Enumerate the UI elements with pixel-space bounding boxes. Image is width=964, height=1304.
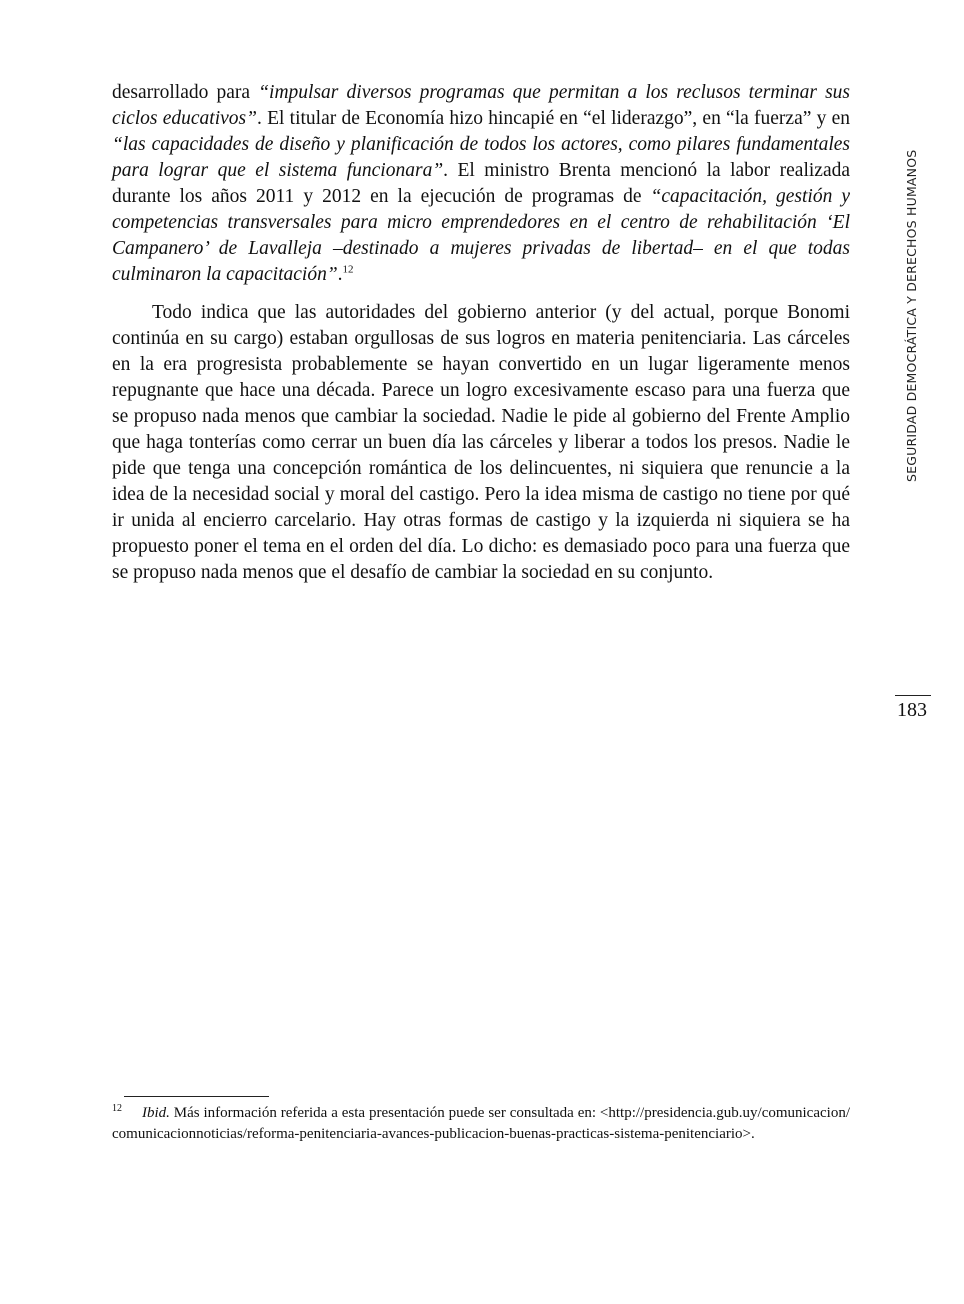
body-text: [112, 80, 850, 586]
footnote-text: Más información referida a esta presentación puede ser consultada en: <http://presidencia.gub.uy/comunicacion/comunicacionnoticias/reforma-penitenciaria-avances-publicacion-buenas-practicas-sistema-penitenciario>.: [112, 1105, 850, 1142]
paragraph-2: Todo indica que las autoridades del gobierno anterior (y del actual, porque Bonomi continúa en su cargo) estaban orgullosas de sus logros en materia penitenciaria. Las cárceles en la era progresista probablemente se hayan convertido en un lugar ligeramente menos repugnante que hace una década. Parece un logro excesivamente escaso para una fuerza que se propuso nada menos que cambiar la sociedad. Nadie le pide al gobierno del Frente Amplio que haga tonterías como cerrar un buen día las cárceles y liberar a todos los presos. Nadie le pide que tenga una concepción romántica de los delincuentes, ni siquiera que renuncie a la idea de la necesidad social y moral del castigo. Pero la idea misma de castigo no tiene por qué ir unida al encierro carcelario. Hay otras formas de castigo y la izquierda ni siquiera se ha propuesto poner el tema en el orden del día. Lo dicho: es demasiado poco para una fuerza que se propuso nada menos que el desafío de cambiar la sociedad en su conjunto.: [112, 302, 850, 583]
footnote: 12 Ibid. Más información referida a esta presentación puede ser consultada en: <http://presidencia.gub.uy/comunicacion/comunicacionnoticias/reforma-penitenciaria-avances-publicacion-buenas-practicas-sistema-penitenciario>.: [112, 1103, 850, 1142]
footnote-reference[interactable]: 12: [342, 263, 354, 276]
page-number-rule: [895, 695, 931, 696]
footnote-separator: [124, 1096, 269, 1097]
footnote-ibid: Ibid.: [142, 1105, 170, 1121]
p1-text-4: .: [337, 264, 343, 285]
p1-quote-1: “impulsar diversos programas que permitan a los reclusos terminar sus ciclos educativos”: [112, 82, 850, 129]
running-head-vertical: SEGURIDAD DEMOCRÁTICA Y DERECHOS HUMANOS: [904, 149, 919, 482]
paragraph-1: [112, 80, 850, 288]
page-number: 183: [897, 699, 927, 721]
p1-text-2: . El titular de Economía hizo hincapié en “el liderazgo”, en “la fuerza” y en: [256, 108, 851, 129]
p1-quote-2: “las capacidades de diseño y planificación de todos los actores, como pilares fundamentales para lograr que el sistema funcionara”: [112, 134, 850, 181]
p1-text-1: desarrollado para: [112, 82, 259, 103]
p1-text-3: . El ministro Brenta mencionó la labor realizada durante los años 2011 y 2012 en la ejecución de programas de: [112, 160, 850, 207]
p1-quote-3: “capacitación, gestión y competencias transversales para micro emprendedores en el centro de rehabilitación ‘El Campanero’ de Lavalleja –destinado a mujeres privadas de libertad– en el que todas culminaron la capacitación”: [112, 186, 850, 285]
